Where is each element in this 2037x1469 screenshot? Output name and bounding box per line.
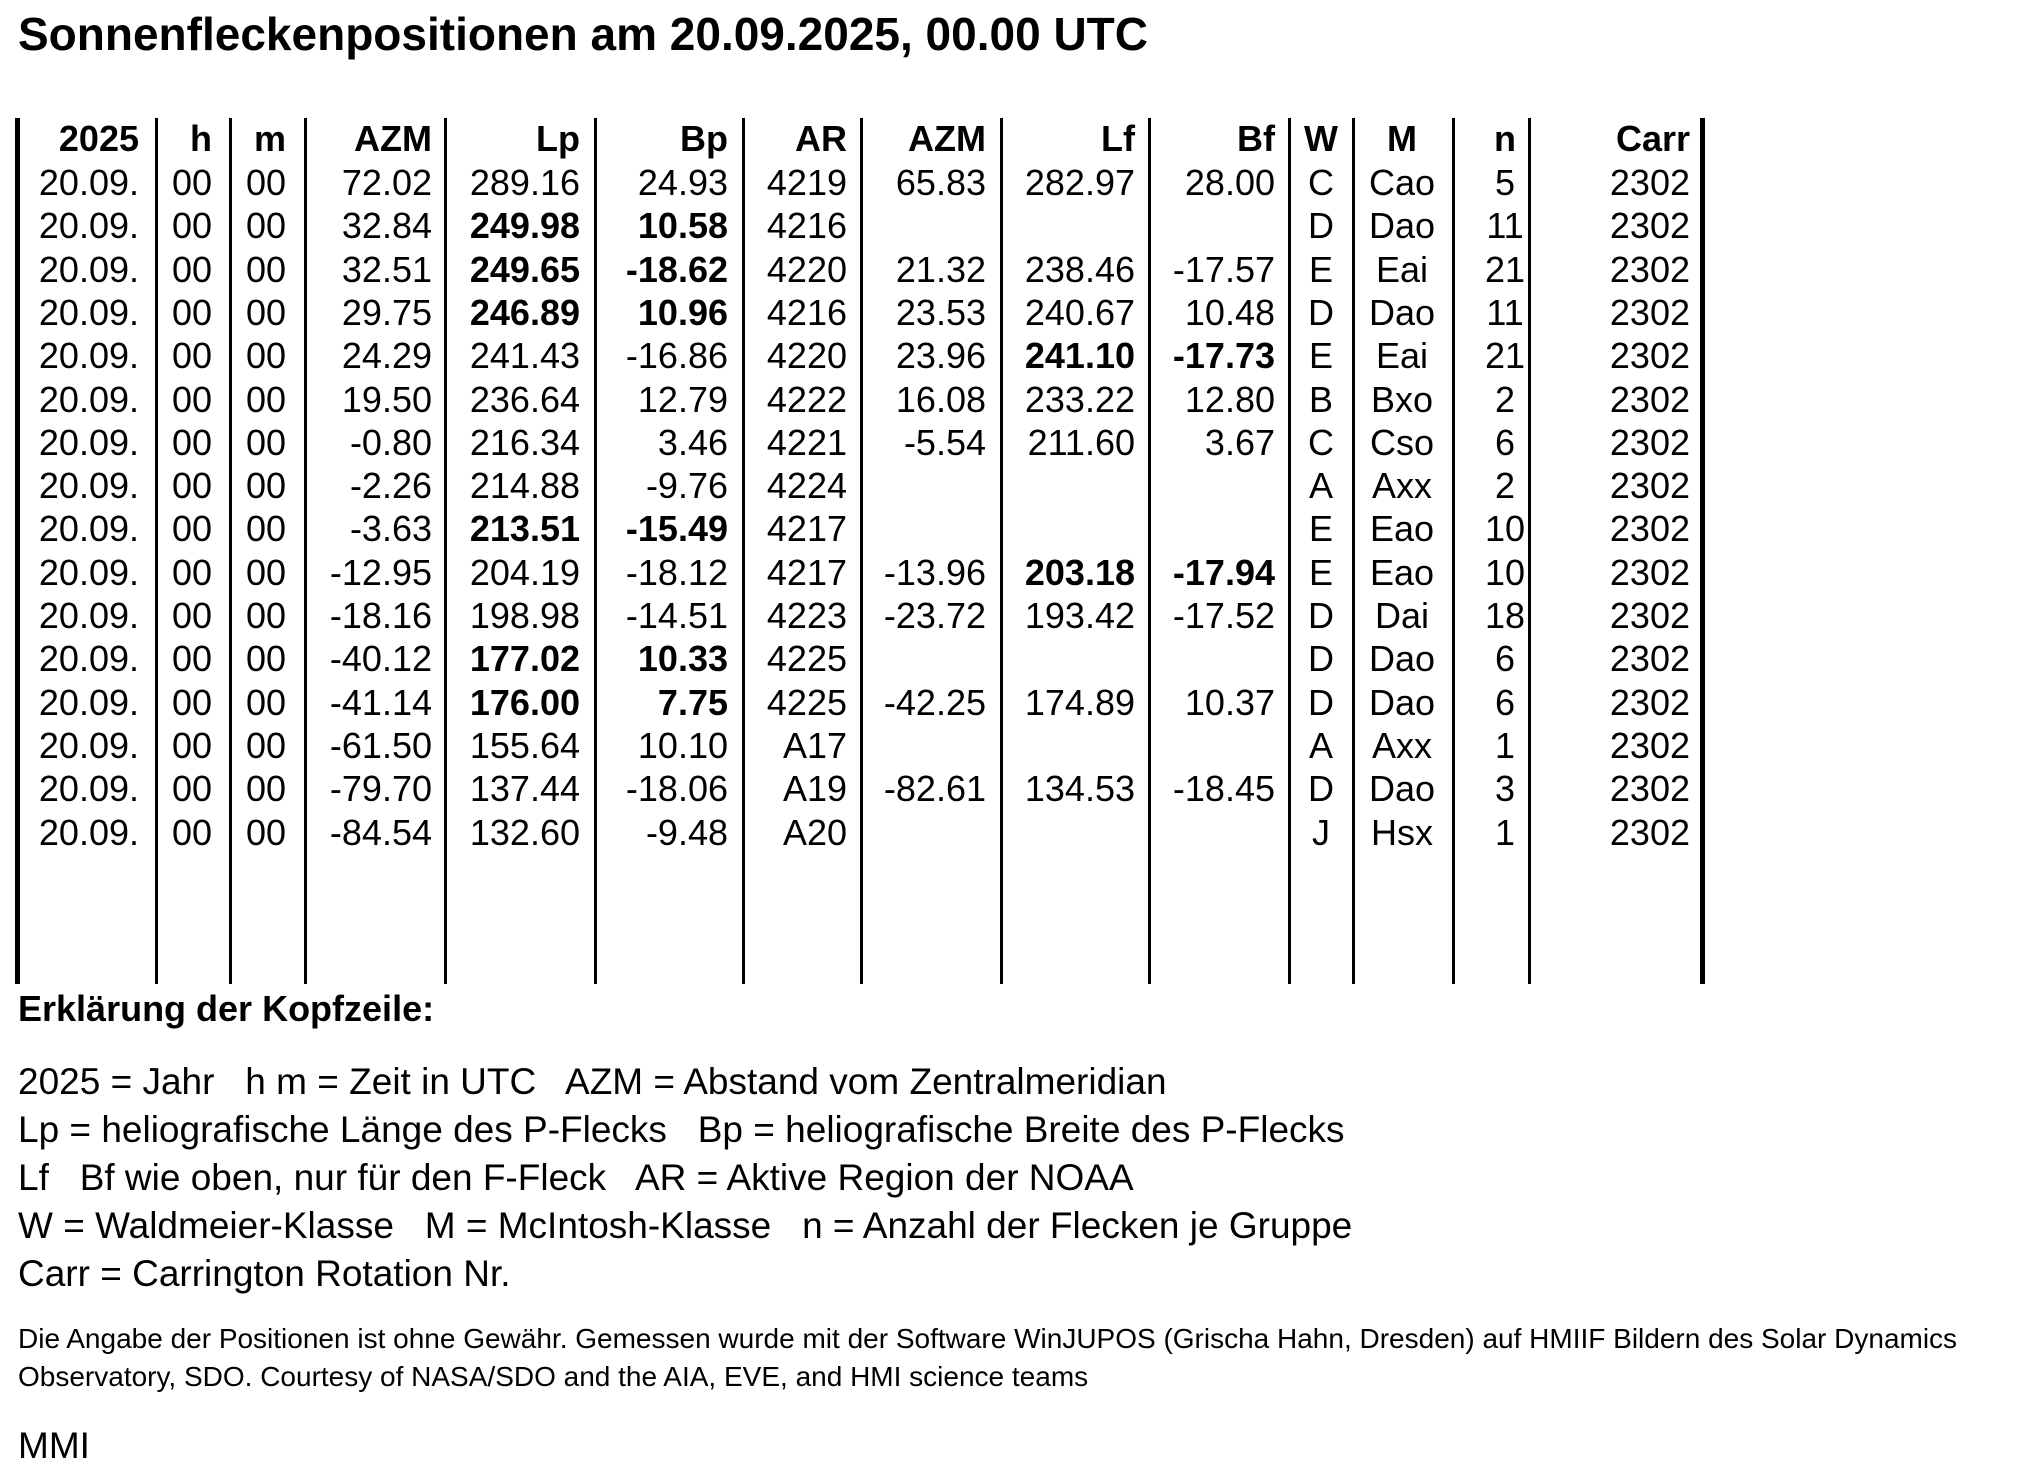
table-cell-count: 21	[1484, 249, 1526, 290]
column-header-azm-f: AZM	[908, 118, 986, 159]
table-cell-year: 20.09.	[38, 508, 139, 549]
table-cell-minute: 00	[245, 682, 286, 723]
table-cell-bf: 28.00	[1184, 162, 1275, 203]
table-cell-ar: 4220	[766, 335, 847, 376]
table-cell-count: 21	[1484, 335, 1526, 376]
table-cell-mcintosh: Eao	[1369, 508, 1435, 549]
table-cell-year: 20.09.	[38, 205, 139, 246]
table-cell-azm-p: -2.26	[349, 465, 432, 506]
table-cell-carrington: 2302	[1609, 249, 1690, 290]
table-cell-year: 20.09.	[38, 595, 139, 636]
table-cell-hour: 00	[171, 682, 212, 723]
table-cell-minute: 00	[245, 812, 286, 853]
table-cell-mcintosh: Cao	[1368, 162, 1436, 203]
table-cell-lf: 282.97	[1024, 162, 1135, 203]
table-cell-lp: 137.44	[469, 768, 580, 809]
table-cell-count: 6	[1494, 422, 1516, 463]
table-cell-waldmeier: D	[1308, 205, 1334, 246]
table-cell-azm-f: 23.96	[895, 335, 986, 376]
table-cell-minute: 00	[245, 508, 286, 549]
table-cell-lp: 246.89	[469, 292, 580, 333]
table-cell-bp: 24.93	[637, 162, 728, 203]
table-cell-azm-p: -84.54	[329, 812, 432, 853]
column-header-minute: m	[253, 118, 286, 159]
table-cell-carrington: 2302	[1609, 379, 1690, 420]
table-cell-carrington: 2302	[1609, 162, 1690, 203]
table-cell-ar: 4216	[766, 292, 847, 333]
table-cell-hour: 00	[171, 595, 212, 636]
table-cell-hour: 00	[171, 205, 212, 246]
table-cell-azm-p: 24.29	[341, 335, 432, 376]
table-cell-azm-p: 32.84	[341, 205, 432, 246]
column-header-lp: Lp	[536, 118, 580, 159]
table-cell-bf	[1095, 507, 1275, 550]
table-cell-waldmeier: C	[1308, 422, 1334, 463]
legend-line: Lf Bf wie oben, nur für den F-Fleck AR = Aktive Region der NOAA	[18, 1157, 1134, 1198]
table-cell-lf: 134.53	[1024, 768, 1135, 809]
table-cell-azm-p: -79.70	[329, 768, 432, 809]
table-cell-bp: 12.79	[637, 379, 728, 420]
table-cell-ar: A19	[782, 768, 847, 809]
table-cell-hour: 00	[171, 768, 212, 809]
table-cell-lp: 198.98	[469, 595, 580, 636]
table-cell-count: 3	[1494, 768, 1516, 809]
table-cell-count: 18	[1484, 595, 1526, 636]
table-cell-carrington: 2302	[1609, 465, 1690, 506]
column-header-waldmeier: W	[1304, 118, 1338, 159]
table-cell-bf: -17.94	[1172, 552, 1275, 593]
table-cell-minute: 00	[245, 335, 286, 376]
table-cell-waldmeier: B	[1308, 379, 1333, 420]
table-cell-ar: A20	[782, 812, 847, 853]
table-cell-count: 11	[1486, 205, 1524, 246]
column-header-bf: Bf	[1237, 118, 1275, 159]
table-cell-hour: 00	[171, 335, 212, 376]
table-cell-year: 20.09.	[38, 552, 139, 593]
table-cell-lp: 216.34	[469, 422, 580, 463]
table-cell-hour: 00	[171, 508, 212, 549]
table-cell-bp: 10.58	[637, 205, 728, 246]
table-cell-azm-f: 16.08	[895, 379, 986, 420]
table-cell-hour: 00	[171, 638, 212, 679]
table-cell-minute: 00	[245, 465, 286, 506]
author-signature: MMI	[18, 1425, 90, 1466]
table-cell-lf: 241.10	[1024, 335, 1135, 376]
table-cell-lp: 213.51	[469, 508, 580, 549]
table-cell-minute: 00	[245, 162, 286, 203]
table-cell-carrington: 2302	[1609, 422, 1690, 463]
column-header-ar: AR	[795, 118, 847, 159]
table-cell-azm-p: -3.63	[349, 508, 432, 549]
table-cell-count: 5	[1494, 162, 1516, 203]
table-cell-bf: -18.45	[1172, 768, 1275, 809]
table-cell-azm-f: 23.53	[895, 292, 986, 333]
table-cell-count: 1	[1494, 812, 1516, 853]
table-cell-waldmeier: A	[1308, 725, 1333, 766]
table-cell-mcintosh: Axx	[1371, 725, 1432, 766]
table-cell-azm-p: -40.12	[329, 638, 432, 679]
table-cell-minute: 00	[245, 552, 286, 593]
table-cell-lp: 249.98	[469, 205, 580, 246]
table-cell-mcintosh: Hsx	[1371, 812, 1433, 853]
table-cell-count: 2	[1494, 465, 1516, 506]
table-cell-bf	[1095, 724, 1275, 767]
table-cell-ar: A17	[782, 725, 847, 766]
table-cell-azm-p: 72.02	[341, 162, 432, 203]
table-cell-year: 20.09.	[38, 379, 139, 420]
table-cell-year: 20.09.	[38, 638, 139, 679]
table-cell-lf: 193.42	[1024, 595, 1135, 636]
table-cell-bf	[1095, 637, 1275, 680]
table-cell-hour: 00	[171, 422, 212, 463]
table-cell-bp: -15.49	[625, 508, 728, 549]
table-cell-lp: 236.64	[469, 379, 580, 420]
page-title: Sonnenfleckenpositionen am 20.09.2025, 00.00 UTC	[18, 8, 1148, 60]
table-cell-bf	[1095, 811, 1275, 854]
table-cell-bf: -17.73	[1172, 335, 1275, 376]
table-cell-lp: 249.65	[469, 249, 580, 290]
table-cell-mcintosh: Dao	[1368, 768, 1436, 809]
table-cell-minute: 00	[245, 249, 286, 290]
table-cell-year: 20.09.	[38, 465, 139, 506]
table-cell-minute: 00	[245, 595, 286, 636]
table-cell-count: 11	[1486, 292, 1524, 333]
table-cell-ar: 4223	[766, 595, 847, 636]
table-cell-mcintosh: Dao	[1368, 682, 1436, 723]
table-cell-hour: 00	[171, 812, 212, 853]
table-cell-azm-f: -42.25	[883, 682, 986, 723]
table-cell-mcintosh: Eao	[1369, 552, 1435, 593]
table-cell-mcintosh: Cso	[1369, 422, 1435, 463]
table-cell-carrington: 2302	[1609, 292, 1690, 333]
table-cell-lf: 174.89	[1024, 682, 1135, 723]
table-cell-carrington: 2302	[1609, 595, 1690, 636]
table-cell-azm-p: -41.14	[329, 682, 432, 723]
table-cell-azm-f: 65.83	[895, 162, 986, 203]
table-cell-lp: 177.02	[469, 638, 580, 679]
legend-line: W = Waldmeier-Klasse M = McIntosh-Klasse n = Anzahl der Flecken je Gruppe	[18, 1205, 1353, 1246]
table-cell-ar: 4221	[766, 422, 847, 463]
table-cell-mcintosh: Eai	[1375, 249, 1429, 290]
table-cell-hour: 00	[171, 552, 212, 593]
table-cell-azm-p: -61.50	[329, 725, 432, 766]
table-cell-bp: 10.10	[637, 725, 728, 766]
table-cell-bf: 12.80	[1184, 379, 1275, 420]
legend-line: Carr = Carrington Rotation Nr.	[18, 1253, 511, 1294]
table-cell-ar: 4216	[766, 205, 847, 246]
table-cell-bf	[1095, 204, 1275, 247]
column-header-carrington: Carr	[1615, 118, 1690, 159]
column-header-azm-p: AZM	[354, 118, 432, 159]
table-cell-carrington: 2302	[1609, 508, 1690, 549]
table-cell-bp: -16.86	[625, 335, 728, 376]
table-cell-lf: 211.60	[1027, 422, 1135, 463]
table-cell-lp: 214.88	[469, 465, 580, 506]
column-header-count: n	[1494, 118, 1516, 159]
table-cell-waldmeier: E	[1308, 335, 1333, 376]
table-cell-ar: 4224	[766, 465, 847, 506]
table-cell-mcintosh: Dai	[1374, 595, 1430, 636]
table-cell-ar: 4217	[766, 508, 847, 549]
table-cell-year: 20.09.	[38, 422, 139, 463]
column-header-year: 2025	[58, 118, 139, 159]
table-cell-carrington: 2302	[1609, 638, 1690, 679]
table-cell-azm-p: -0.80	[349, 422, 432, 463]
table-cell-lf: 233.22	[1024, 379, 1135, 420]
table-cell-bf	[1095, 464, 1275, 507]
column-header-hour: h	[190, 118, 212, 159]
table-cell-waldmeier: C	[1308, 162, 1334, 203]
table-cell-waldmeier: E	[1308, 508, 1333, 549]
table-cell-bp: -9.48	[645, 812, 728, 853]
table-cell-bp: 7.75	[657, 682, 728, 723]
table-cell-waldmeier: E	[1308, 552, 1333, 593]
table-cell-minute: 00	[245, 422, 286, 463]
table-cell-year: 20.09.	[38, 249, 139, 290]
table-cell-bp: -18.12	[625, 552, 728, 593]
table-cell-mcintosh: Dao	[1368, 292, 1436, 333]
table-cell-hour: 00	[171, 249, 212, 290]
table-cell-waldmeier: A	[1308, 465, 1333, 506]
table-cell-mcintosh: Axx	[1371, 465, 1432, 506]
table-cell-carrington: 2302	[1609, 768, 1690, 809]
table-cell-mcintosh: Dao	[1368, 638, 1436, 679]
table-cell-count: 1	[1494, 725, 1516, 766]
table-cell-azm-p: 32.51	[341, 249, 432, 290]
table-cell-bf: 10.37	[1184, 682, 1275, 723]
table-cell-hour: 00	[171, 465, 212, 506]
table-cell-bp: 10.33	[637, 638, 728, 679]
disclaimer-text: Die Angabe der Positionen ist ohne Gewähr. Gemessen wurde mit der Software WinJUPOS (Grischa Hahn, Dresden) auf HMIIF Bildern des Solar Dynamics Observatory, SDO. Courtesy of NASA/SDO and the AIA, EVE, and HMI science teams	[18, 1323, 1958, 1392]
table-cell-year: 20.09.	[38, 812, 139, 853]
table-cell-bf: -17.52	[1172, 595, 1275, 636]
table-cell-minute: 00	[245, 725, 286, 766]
table-cell-bf: 10.48	[1184, 292, 1275, 333]
table-cell-ar: 4225	[766, 638, 847, 679]
table-cell-bp: 3.46	[657, 422, 728, 463]
table-cell-bf: -17.57	[1172, 249, 1275, 290]
table-cell-count: 6	[1494, 638, 1516, 679]
table-cell-ar: 4219	[766, 162, 847, 203]
table-cell-azm-f: -82.61	[883, 768, 986, 809]
table-cell-count: 2	[1494, 379, 1516, 420]
table-cell-year: 20.09.	[38, 292, 139, 333]
table-cell-ar: 4220	[766, 249, 847, 290]
table-cell-waldmeier: J	[1312, 812, 1330, 853]
table-cell-lp: 204.19	[469, 552, 580, 593]
legend-title: Erklärung der Kopfzeile:	[18, 988, 435, 1029]
table-cell-waldmeier: D	[1308, 768, 1334, 809]
table-cell-carrington: 2302	[1609, 552, 1690, 593]
table-cell-lf: 203.18	[1024, 552, 1135, 593]
table-cell-year: 20.09.	[38, 162, 139, 203]
table-cell-minute: 00	[245, 379, 286, 420]
table-cell-azm-f: -13.96	[883, 552, 986, 593]
table-cell-azm-p: 29.75	[341, 292, 432, 333]
table-cell-lp: 132.60	[469, 812, 580, 853]
table-cell-bp: -18.06	[625, 768, 728, 809]
table-cell-waldmeier: D	[1308, 292, 1334, 333]
table-cell-year: 20.09.	[38, 725, 139, 766]
table-cell-bp: -18.62	[625, 249, 728, 290]
table-cell-azm-f: -23.72	[883, 595, 986, 636]
table-cell-hour: 00	[171, 379, 212, 420]
table-cell-azm-p: -18.16	[329, 595, 432, 636]
table-cell-hour: 00	[171, 292, 212, 333]
table-cell-lf: 238.46	[1024, 249, 1135, 290]
table-cell-ar: 4225	[766, 682, 847, 723]
table-cell-count: 10	[1484, 552, 1526, 593]
table-cell-hour: 00	[171, 725, 212, 766]
table-cell-year: 20.09.	[38, 682, 139, 723]
table-cell-hour: 00	[171, 162, 212, 203]
table-cell-lp: 241.43	[469, 335, 580, 376]
table-cell-carrington: 2302	[1609, 725, 1690, 766]
legend-line: 2025 = Jahr h m = Zeit in UTC AZM = Abstand vom Zentralmeridian	[18, 1061, 1167, 1102]
table-cell-minute: 00	[245, 638, 286, 679]
legend-line: Lp = heliografische Länge des P-Flecks Bp = heliografische Breite des P-Flecks	[18, 1109, 1345, 1150]
table-cell-count: 6	[1494, 682, 1516, 723]
table-cell-minute: 00	[245, 205, 286, 246]
table-cell-year: 20.09.	[38, 768, 139, 809]
table-cell-mcintosh: Bxo	[1370, 379, 1434, 420]
table-cell-azm-f: 21.32	[895, 249, 986, 290]
table-cell-minute: 00	[245, 292, 286, 333]
column-header-mcintosh: M	[1387, 118, 1417, 159]
table-cell-waldmeier: D	[1308, 682, 1334, 723]
table-cell-azm-f: -5.54	[903, 422, 986, 463]
column-separator	[1700, 118, 1705, 984]
table-cell-bp: -14.51	[625, 595, 728, 636]
table-cell-lf: 240.67	[1024, 292, 1135, 333]
table-cell-waldmeier: D	[1308, 638, 1334, 679]
table-cell-bp: -9.76	[645, 465, 728, 506]
table-cell-bf: 3.67	[1204, 422, 1275, 463]
table-cell-ar: 4222	[766, 379, 847, 420]
table-cell-minute: 00	[245, 768, 286, 809]
table-cell-lp: 176.00	[469, 682, 580, 723]
table-cell-azm-p: -12.95	[329, 552, 432, 593]
table-cell-bp: 10.96	[637, 292, 728, 333]
table-cell-ar: 4217	[766, 552, 847, 593]
table-cell-carrington: 2302	[1609, 205, 1690, 246]
column-header-bp: Bp	[680, 118, 728, 159]
table-cell-year: 20.09.	[38, 335, 139, 376]
table-cell-carrington: 2302	[1609, 682, 1690, 723]
table-cell-lp: 289.16	[469, 162, 580, 203]
table-cell-azm-p: 19.50	[341, 379, 432, 420]
column-header-lf: Lf	[1101, 118, 1135, 159]
table-cell-carrington: 2302	[1609, 812, 1690, 853]
table-cell-count: 10	[1484, 508, 1526, 549]
table-cell-waldmeier: E	[1308, 249, 1333, 290]
table-cell-mcintosh: Dao	[1368, 205, 1436, 246]
table-cell-waldmeier: D	[1308, 595, 1334, 636]
table-cell-mcintosh: Eai	[1375, 335, 1429, 376]
table-cell-lp: 155.64	[469, 725, 580, 766]
table-cell-carrington: 2302	[1609, 335, 1690, 376]
